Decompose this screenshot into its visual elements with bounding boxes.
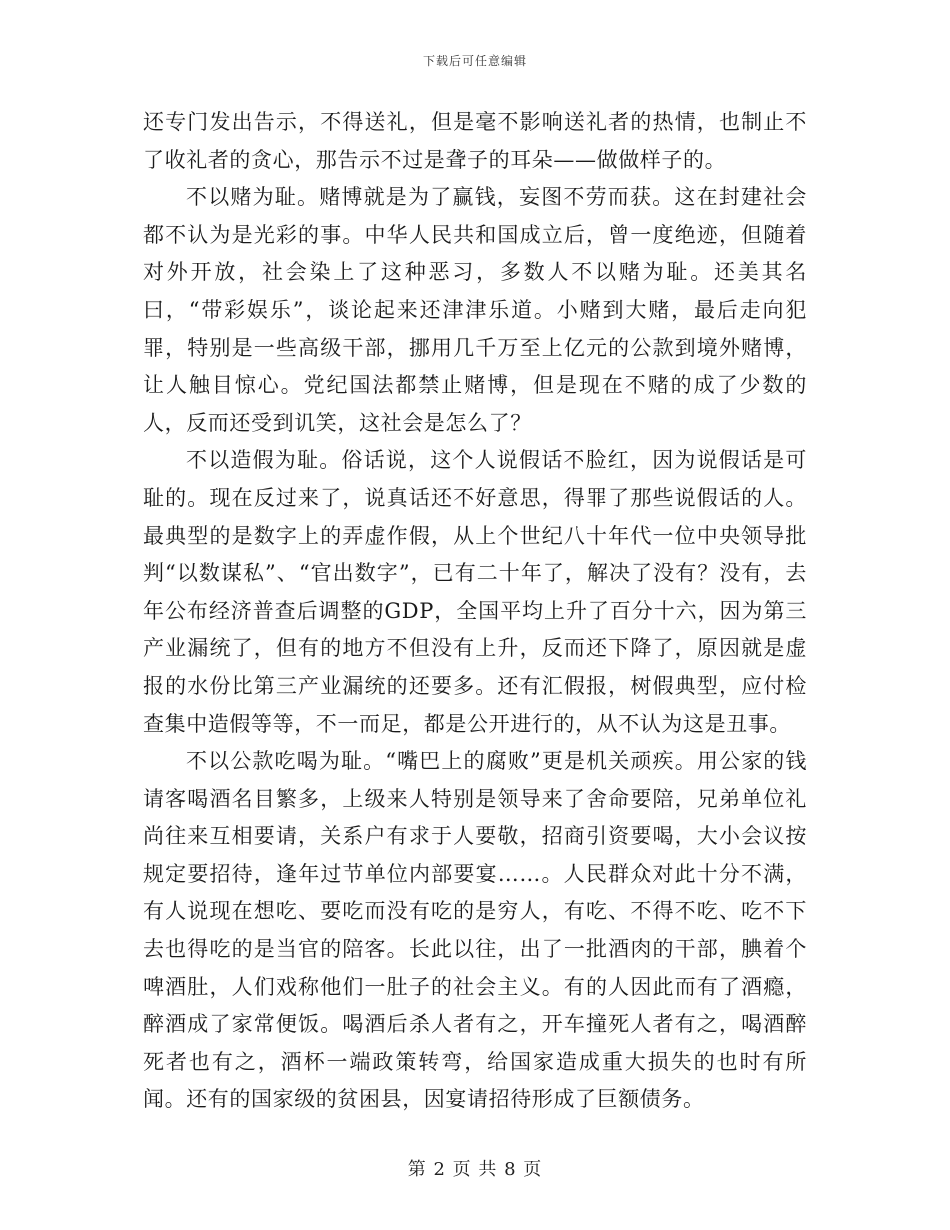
page-header-note: 下载后可任意编辑	[422, 54, 527, 68]
document-body	[143, 104, 807, 1119]
paragraph-falsification: 不以造假为耻。俗话说，这个人说假话不脸红，因为说假话是可耻的。现在反过来了，说真话还不好意思，得罪了那些说假话的人。最典型的是数字上的弄虚作假，从上个世纪八十年代一位中央领导批判“以数谋私”、“官出数字”，已有二十年了，解决了没有？没有，去年公布经济普查后调整的GDP，全国平均上升了百分十六，因为第三产业漏统了，但有的地方不但没有上升，反而还下降了，原因就是虚报的水份比第三产业漏统的还要多。还有汇假报，树假典型，应付检查集中造假等等，不一而足，都是公开进行的，从不认为这是丑事。	[143, 448, 807, 736]
paragraph-gambling: 不以赌为耻。赌博就是为了赢钱，妄图不劳而获。这在封建社会都不认为是光彩的事。中华人民共和国成立后，曾一度绝迹，但随着对外开放，社会染上了这种恶习，多数人不以赌为耻。还美其名曰，“带彩娱乐”，谈论起来还津津乐道。小赌到大赌，最后走向犯罪，特别是一些高级干部，挪用几千万至上亿元的公款到境外赌博，让人触目惊心。党纪国法都禁止赌博，但是现在不赌的成了少数的人，反而还受到讥笑，这社会是怎么了？	[143, 185, 807, 435]
paragraph-public-dining: 不以公款吃喝为耻。“嘴巴上的腐败”更是机关顽疾。用公家的钱请客喝酒名目繁多，上级来人特别是领导来了舍命要陪，兄弟单位礼尚往来互相要请，关系户有求于人要敬，招商引资要喝，大小会议按规定要招待，逢年过节单位内部要宴……。人民群众对此十分不满，有人说现在想吃、要吃而没有吃的是穷人，有吃、不得不吃、吃不下去也得吃的是当官的陪客。长此以往，出了一批酒肉的干部，腆着个啤酒肚，人们戏称他们一肚子的社会主义。有的人因此而有了酒瘾，醉酒成了家常便饭。喝酒后杀人者有之，开车撞死人者有之，喝酒醉死者也有之，酒杯一端政策转弯，给国家造成重大损失的也时有所闻。还有的国家级的贫困县，因宴请招待形成了巨额债务。	[143, 749, 807, 1112]
page-number-footer: 第 2 页 共 8 页	[407, 1159, 543, 1180]
paragraph-continuation: 还专门发出告示，不得送礼，但是毫不影响送礼者的热情，也制止不了收礼者的贪心，那告示不过是聋子的耳朵——做做样子的。	[143, 110, 807, 172]
